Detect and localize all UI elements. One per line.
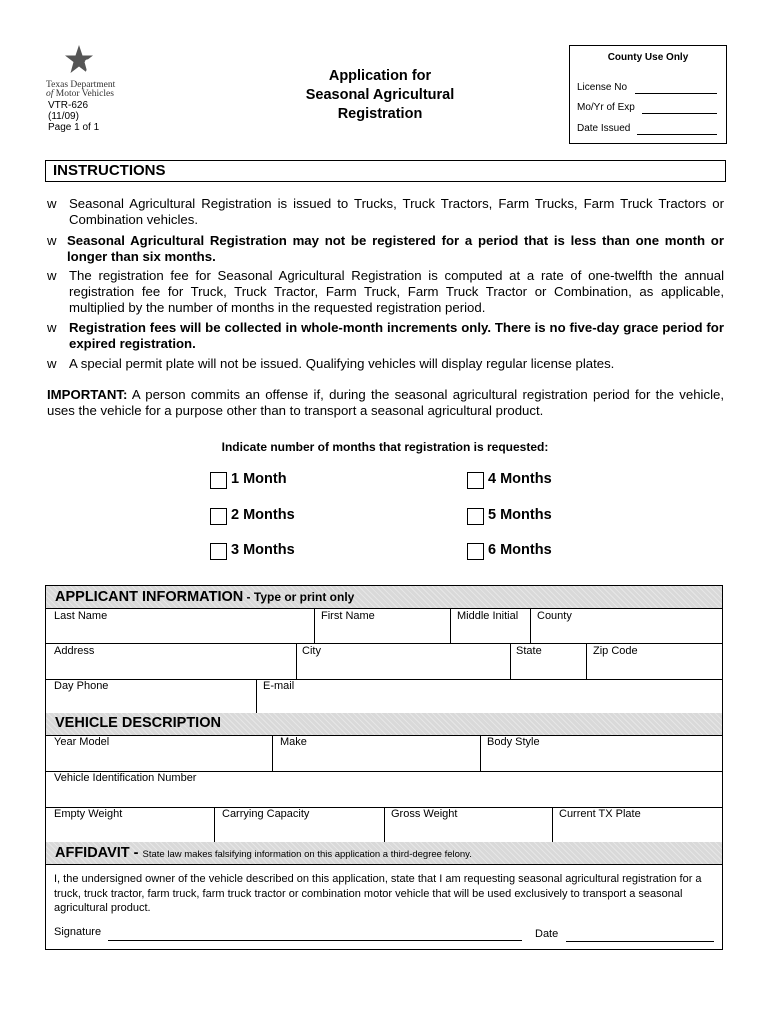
signature-label: Signature: [54, 926, 102, 938]
year-model-input[interactable]: [48, 748, 270, 769]
empty-weight-input[interactable]: [48, 820, 212, 840]
state-input[interactable]: [512, 657, 584, 677]
first-name-input[interactable]: [316, 622, 448, 642]
county-use-heading: County Use Only: [607, 52, 689, 63]
important-notice: IMPORTANT: A person commits an offense if, during the seasonal agricultural registration period for the vehicle, uses the vehicle for a purpose other than to transport a seasonal agricultural product.: [47, 387, 724, 418]
instruction-item: w The registration fee for Seasonal Agricultural Registration is computed at a rate of one-twelfth the annual registration fee for Truck, Truck Tractor, Farm Truck, Farm Truck Tractor or Combination, as applicable, multiplied by the number of months in the requested registration period.: [47, 268, 724, 315]
vehicle-section-title: VEHICLE DESCRIPTION: [55, 715, 221, 731]
date-issued-label: Date Issued: [577, 123, 631, 134]
instructions-title: INSTRUCTIONS: [53, 162, 166, 179]
checkbox-1-month[interactable]: [210, 472, 227, 489]
license-no-field[interactable]: [635, 93, 717, 94]
email-label: E-mail: [263, 680, 295, 692]
checkbox-2-months[interactable]: [210, 508, 227, 525]
middle-initial-label: Middle Initial: [457, 610, 519, 622]
day-phone-label: Day Phone: [54, 680, 109, 692]
applicant-section-title: APPLICANT INFORMATION: [55, 589, 244, 605]
day-phone-input[interactable]: [48, 692, 254, 711]
instructions-header: [45, 160, 726, 182]
mo-yr-exp-label: Mo/Yr of Exp: [577, 102, 635, 113]
instruction-item: w Seasonal Agricultural Registration is issued to Trucks, Truck Tractors, Farm Trucks, Farm Truck Tractors or Combination vehicles.: [47, 196, 724, 227]
page-title: Application for Seasonal Agricultural Registration: [305, 68, 455, 122]
vehicle-section-header: [46, 713, 722, 736]
zip-code-input[interactable]: [588, 657, 720, 677]
make-input[interactable]: [274, 748, 478, 769]
gross-weight-label: Gross Weight: [391, 808, 458, 820]
affidavit-section-header: AFFIDAVIT - State law makes falsifying information on this application a third-degree felony.: [46, 842, 722, 865]
bullet-icon: w: [47, 233, 57, 248]
instruction-item: w Seasonal Agricultural Registration may not be registered for a period that is less than one month or longer than six months.: [47, 233, 724, 264]
instruction-item: w Registration fees will be collected in whole-month increments only. There is no five-day grace period for expired registration.: [47, 320, 724, 351]
make-label: Make: [280, 736, 307, 748]
agency-name-line2: of Motor Vehicles: [46, 89, 114, 99]
application-form: [45, 585, 723, 950]
gross-weight-input[interactable]: [386, 820, 550, 840]
body-style-label: Body Style: [487, 736, 540, 748]
applicant-section-header: APPLICANT INFORMATION - Type or print only: [46, 586, 722, 609]
body-style-input[interactable]: [482, 748, 720, 769]
affidavit-text: I, the undersigned owner of the vehicle described on this application, state that I am requesting seasonal agricultural registration for a truck, truck tractor, farm truck, farm truck tractor or combination motor vehicle that will be used exclusively to transport a seasonal agricultural product.: [54, 873, 702, 914]
address-input[interactable]: [48, 657, 294, 677]
form-date: (11/09): [48, 111, 79, 122]
current-plate-label: Current TX Plate: [559, 808, 641, 820]
checkbox-3-months[interactable]: [210, 543, 227, 560]
instruction-item: w A special permit plate will not be issued. Qualifying vehicles will display regular license plates.: [47, 356, 615, 371]
agency-logo: [46, 44, 126, 102]
months-prompt: Indicate number of months that registration is requested:: [221, 440, 549, 454]
year-model-label: Year Model: [54, 736, 110, 748]
date-issued-field[interactable]: [637, 134, 717, 135]
zip-code-label: Zip Code: [593, 645, 638, 657]
form-number: VTR-626: [48, 100, 89, 111]
first-name-label: First Name: [321, 610, 375, 622]
bullet-icon: w: [47, 196, 57, 211]
signature-field[interactable]: [108, 925, 522, 941]
star-logo-icon: [64, 44, 94, 78]
email-input[interactable]: [258, 692, 720, 711]
affidavit-section-title: AFFIDAVIT -: [55, 845, 143, 861]
bullet-icon: w: [47, 320, 57, 335]
checkbox-6-months[interactable]: [467, 543, 484, 560]
last-name-input[interactable]: [48, 622, 312, 642]
address-label: Address: [54, 645, 95, 657]
checkbox-5-months[interactable]: [467, 508, 484, 525]
state-label: State: [516, 645, 542, 657]
city-label: City: [302, 645, 321, 657]
empty-weight-label: Empty Weight: [54, 808, 123, 820]
bullet-icon: w: [47, 356, 57, 371]
carrying-capacity-input[interactable]: [216, 820, 382, 840]
agency-name-line1: Texas Department: [46, 80, 116, 90]
license-no-label: License No: [577, 82, 628, 93]
county-use-box: [569, 45, 727, 144]
page-indicator: Page 1 of 1: [48, 122, 100, 133]
date-field[interactable]: [566, 927, 714, 942]
last-name-label: Last Name: [54, 610, 108, 622]
vin-label: Vehicle Identification Number: [54, 772, 197, 784]
checkbox-4-months[interactable]: [467, 472, 484, 489]
current-plate-input[interactable]: [554, 820, 720, 840]
bullet-icon: w: [47, 268, 57, 283]
city-input[interactable]: [298, 657, 508, 677]
vin-input[interactable]: [48, 784, 720, 805]
middle-initial-input[interactable]: [452, 622, 528, 642]
county-input[interactable]: [532, 622, 720, 642]
carrying-capacity-label: Carrying Capacity: [222, 808, 310, 820]
date-label: Date: [535, 928, 559, 940]
mo-yr-exp-field[interactable]: [642, 113, 717, 114]
county-label: County: [537, 610, 572, 622]
